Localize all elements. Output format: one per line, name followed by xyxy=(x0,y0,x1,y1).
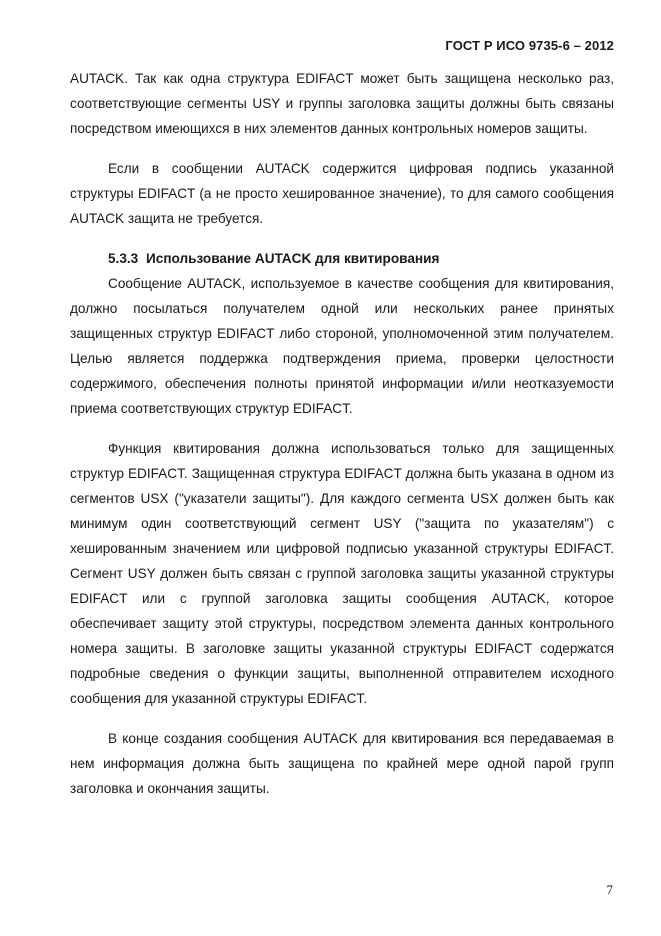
section-title: Использование AUTACK для квитирования xyxy=(146,251,440,266)
section-heading xyxy=(70,246,614,271)
paragraph-acknowledgement-message: Сообщение AUTACK, используемое в качестве сообщения для квитирования, должно посылаться получателем одной или нескольких ранее принятых защищенных структур EDIFACT либо стороной, уполномоченной этим получателем. Целью является поддержка подтверждения приема, проверки целостности содержимого, обеспечения полноты принятой информации и/или неотказуемости приема соответствующих структур EDIFACT. xyxy=(70,276,614,416)
paragraph-continuation: AUTACK. Так как одна структура EDIFACT может быть защищена несколько раз, соответствующие сегменты USY и группы заголовка защиты должны быть связаны посредством имеющихся в них элементов данных контрольных номеров защиты. xyxy=(70,71,614,136)
paragraph-message-end: В конце создания сообщения AUTACK для квитирования вся передаваемая в нем информация должна быть защищена по крайней мере одной парой групп заголовка и окончания защиты. xyxy=(70,731,614,796)
document-standard-header: ГОСТ Р ИСО 9735-6 – 2012 xyxy=(445,38,614,53)
document-body xyxy=(70,66,614,801)
section-number: 5.3.3 xyxy=(108,251,139,266)
paragraph-digital-signature: Если в сообщении AUTACK содержится цифровая подпись указанной структуры EDIFACT (а не просто хешированное значение), то для самого сообщения AUTACK защита не требуется. xyxy=(70,161,614,226)
paragraph-acknowledgement-function: Функция квитирования должна использоваться только для защищенных структур EDIFACT. Защищенная структура EDIFACT должна быть указана в одном из сегментов USX ("указатели защиты"). Для каждого сегмента USX должен быть как минимум один соответствующий сегмент USY ("защита по указателям") с хешированным значением или цифровой подписью указанной структуры EDIFACT. Сегмент USY должен быть связан с группой заголовка защиты указанной структуры EDIFACT или с группой заголовка защиты сообщения AUTACK, которое обеспечивает защиту этой структуры, посредством элемента данных контрольного номера защиты. В заголовке защиты указанной структуры EDIFACT содержатся подробные сведения о функции защиты, выполненной отправителем исходного сообщения для указанной структуры EDIFACT. xyxy=(70,441,614,706)
page-number: 7 xyxy=(606,882,613,897)
